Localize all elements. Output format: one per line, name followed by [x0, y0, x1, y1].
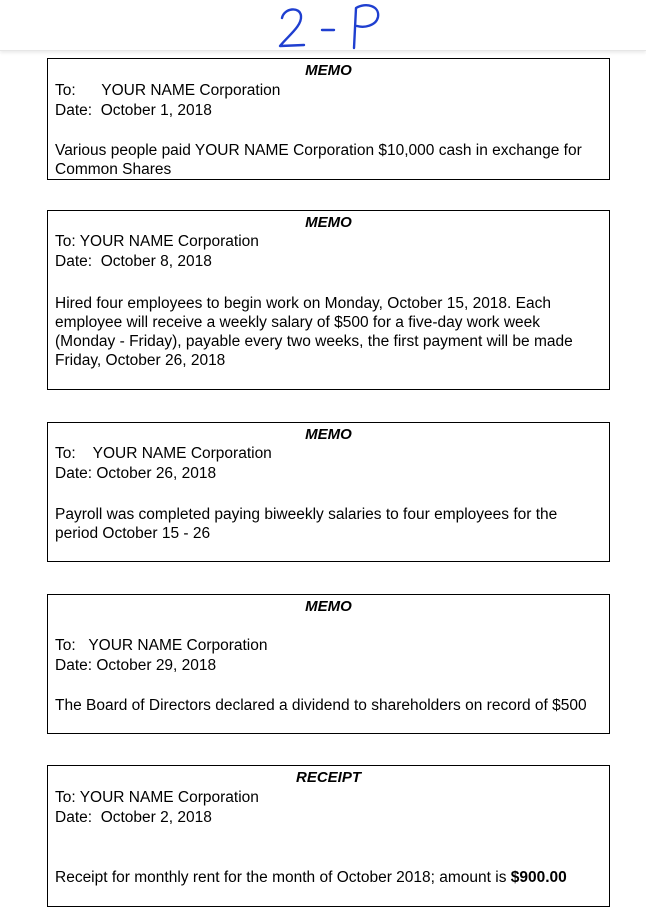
to-label: To: [55, 233, 76, 250]
to-line [55, 232, 259, 251]
memo-oct-8 [47, 210, 610, 390]
memo-body: Hired four employees to begin work on Monday, October 15, 2018. Each employee will receive a weekly salary of $500 for a five-day work week (Monday - Friday), payable every two weeks, the first payment will be made Friday, October 26, 2018 [55, 295, 573, 369]
to-label: To: [55, 637, 76, 654]
handwritten-annotation-graphic [270, 0, 390, 50]
to-line [55, 636, 268, 655]
date-label: Date: [55, 657, 93, 674]
receipt-body [55, 868, 602, 887]
memo-title: MEMO [305, 214, 352, 231]
date-label: Date: [55, 809, 93, 826]
date-line [55, 656, 216, 675]
to-line [55, 444, 272, 463]
receipt-title: RECEIPT [295, 769, 361, 786]
memo-title: MEMO [305, 426, 352, 443]
top-strip [0, 0, 646, 51]
memo-title: MEMO [305, 62, 352, 79]
to-value: YOUR NAME Corporation [88, 637, 268, 654]
date-value: October 2, 2018 [100, 809, 212, 826]
to-label: To: [55, 789, 76, 806]
to-value: YOUR NAME Corporation [79, 789, 259, 806]
date-value: October 8, 2018 [100, 253, 212, 270]
memo-oct-29 [47, 594, 610, 734]
to-line [55, 81, 280, 100]
date-line [55, 464, 216, 483]
memo-body: Payroll was completed paying biweekly salaries to four employees for the period October 15 - 26 [55, 506, 558, 542]
handwritten-annotation [270, 0, 390, 50]
to-value: YOUR NAME Corporation [79, 233, 259, 250]
to-value: YOUR NAME Corporation [101, 82, 281, 99]
to-label: To: [55, 445, 76, 462]
memo-title: MEMO [305, 598, 352, 615]
date-line [55, 808, 212, 827]
date-value: October 1, 2018 [100, 102, 212, 119]
memo-body: Various people paid YOUR NAME Corporation $10,000 cash in exchange for Common Shares [55, 142, 582, 178]
receipt-text: Receipt for monthly rent for the month of October 2018; amount is [55, 869, 507, 886]
date-label: Date: [55, 253, 93, 270]
date-label: Date: [55, 102, 93, 119]
date-value: October 26, 2018 [96, 465, 217, 482]
to-value: YOUR NAME Corporation [92, 445, 272, 462]
receipt-oct-2 [47, 765, 610, 907]
date-line [55, 252, 212, 271]
to-line [55, 788, 259, 807]
date-label: Date: [55, 465, 93, 482]
receipt-amount: $900.00 [510, 869, 567, 886]
date-line [55, 101, 212, 120]
date-value: October 29, 2018 [96, 657, 217, 674]
memo-body: The Board of Directors declared a dividend to shareholders on record of $500 [55, 697, 587, 714]
memo-oct-26 [47, 422, 610, 562]
memo-oct-1 [47, 58, 610, 180]
to-label: To: [55, 82, 76, 99]
